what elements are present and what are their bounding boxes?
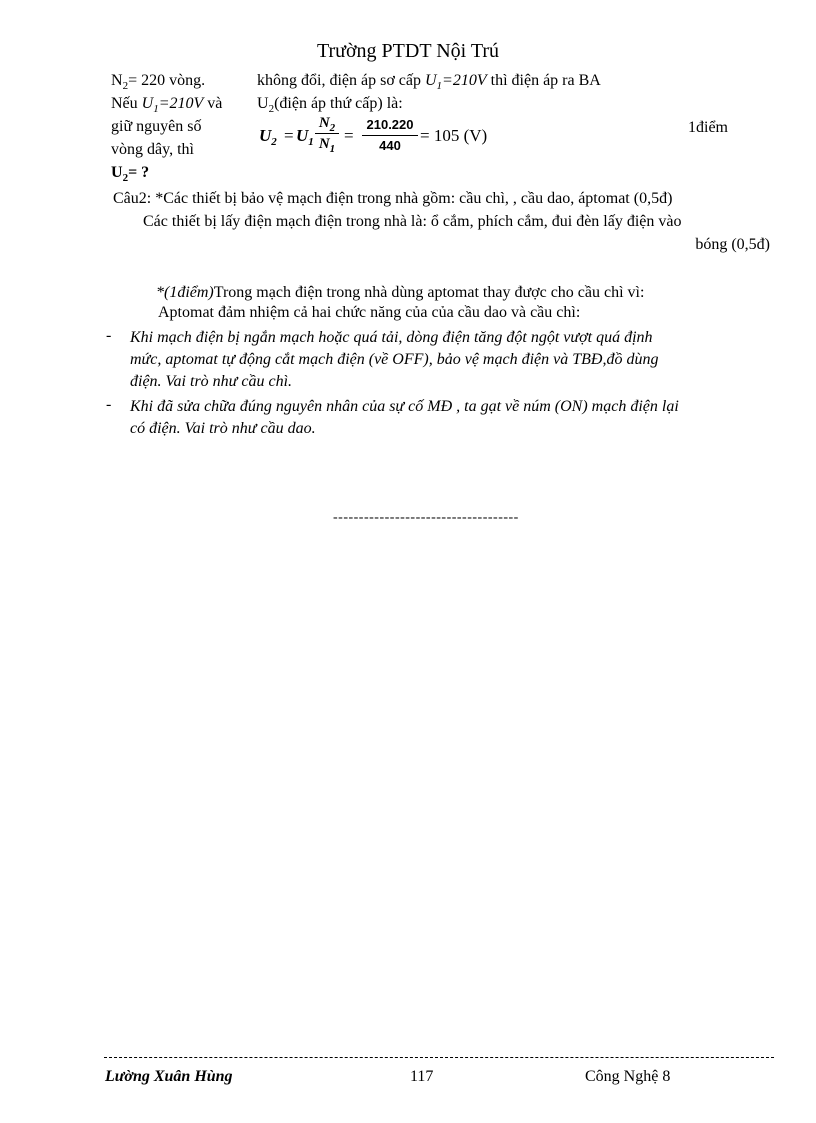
- footer-rule: [104, 1057, 774, 1058]
- formula-fraction-turns: [315, 114, 339, 153]
- given-question-u2: $U_2=$ ?: [111, 164, 150, 184]
- cau2-line-5: Aptomat đảm nhiệm cả hai chức năng của của cầu dao và cầu chì:: [158, 304, 581, 321]
- bullet-1-line-1: Khi mạch điện bị ngắn mạch hoặc quá tải, dòng điện tăng đột ngột vượt quá định: [130, 329, 653, 346]
- bullet-dash-1: -: [106, 327, 112, 344]
- formula-result: = 105 (V): [420, 126, 488, 145]
- cau2-line-4: *(1điểm)Trong mạch điện trong nhà dùng aptomat thay được cho cầu chì vì:: [156, 284, 645, 301]
- given-n2: $N_2= 220$ vòng.: [111, 72, 206, 92]
- footer-subject: Công Nghệ 8: [585, 1068, 671, 1085]
- bullet-1-line-3: điện. Vai trò như cầu chì.: [130, 373, 293, 390]
- fraction-numerator: $N_2$: [318, 115, 336, 134]
- cau2-line-1: Câu2: *Các thiết bị bảo vệ mạch điện trong nhà gồm: cầu chì, , cầu dao, áptomat (0,5đ): [113, 190, 673, 207]
- solution-line-1: không đổi, điện áp sơ cấp $U_1=210V$ thì điện áp ra BA: [257, 72, 601, 92]
- given-condition-turns: giữ nguyên số: [111, 118, 202, 135]
- formula-equals-2: =: [344, 126, 354, 145]
- fraction-denominator: 440: [379, 138, 401, 153]
- cau2-line-3: bóng (0,5đ): [695, 236, 770, 253]
- fraction-bar: [362, 135, 418, 136]
- bullet-2-line-1: Khi đã sửa chữa đúng nguyên nhân của sự cố MĐ , ta gạt về núm (ON) mạch điện lại: [130, 398, 679, 415]
- given-condition-then: vòng dây, thì: [111, 141, 194, 158]
- solution-line-2: $U_2(điện$ áp thứ cấp) là:: [257, 95, 403, 115]
- bullet-dash-2: -: [106, 396, 112, 413]
- page-header-title: Trường PTDT Nội Trú: [316, 40, 500, 62]
- formula-u1: $U_1$: [296, 126, 314, 148]
- fraction-numerator: 210.220: [366, 117, 414, 132]
- formula-fraction-values: [362, 116, 418, 155]
- fraction-bar: [315, 133, 339, 134]
- fraction-denominator: $N_1$: [318, 136, 336, 155]
- bullet-2-line-2: có điện. Vai trò như cầu dao.: [130, 420, 316, 437]
- formula-lhs: $U_2$: [259, 126, 277, 148]
- footer-page-number: 117: [410, 1068, 434, 1085]
- given-condition-voltage: Nếu $U_1=210V$ và: [111, 95, 223, 115]
- cau2-line-2: Các thiết bị lấy điện mạch điện trong nhà là: ổ cắm, phích cắm, đui đèn lấy điện vào: [143, 213, 682, 230]
- footer-author: Lường Xuân Hùng: [105, 1068, 233, 1085]
- section-divider: ------------------------------------: [333, 510, 519, 525]
- formula-equals-1: =: [284, 126, 294, 145]
- bullet-1-line-2: mức, aptomat tự động cắt mạch điện (về OFF), bảo vệ mạch điện và TBĐ,đồ dùng: [130, 351, 659, 368]
- score-label: 1điểm: [688, 119, 728, 136]
